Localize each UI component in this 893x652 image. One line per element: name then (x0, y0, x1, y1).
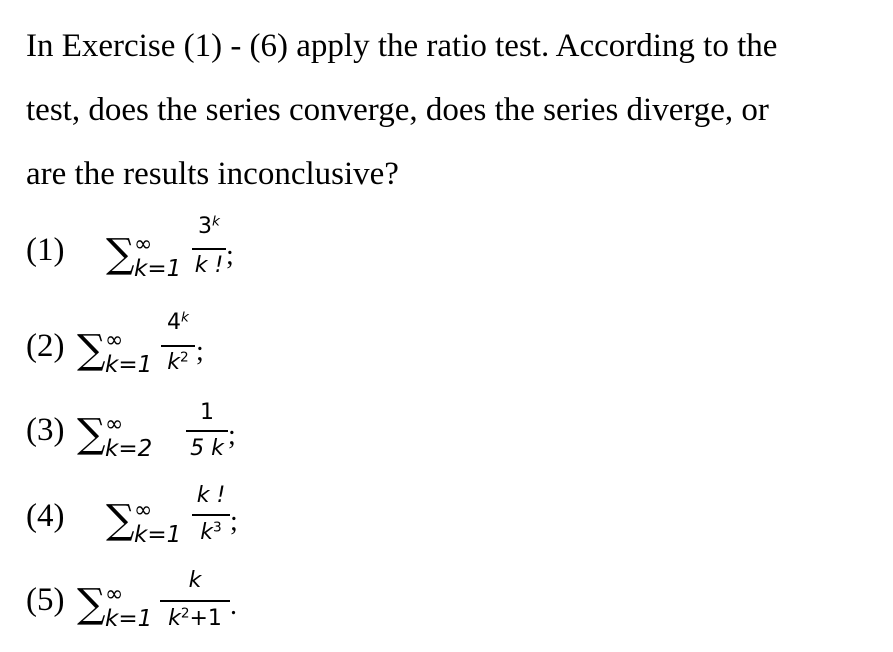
sum-upper-limit: ∞ (134, 498, 153, 523)
punctuation: ; (228, 420, 236, 451)
fraction-numerator: 1 (200, 400, 214, 425)
fraction-numerator: k ! (196, 483, 226, 508)
fraction-bar (186, 430, 228, 432)
exercise-5 (26, 562, 626, 652)
fraction-numerator: 4$^k$ (167, 309, 189, 335)
instructions-line-2: test, does the series converge, does the series diverge, or (26, 92, 769, 128)
exercise-label: (1) (26, 232, 65, 268)
instructions-paragraph (26, 14, 886, 206)
punctuation: . (230, 590, 237, 621)
fraction-numerator: 3$^k$ (198, 213, 220, 239)
fraction-bar (192, 248, 226, 250)
summation-sign: ∑ (77, 581, 106, 627)
fraction-numerator: k (188, 568, 202, 593)
punctuation: ; (230, 506, 238, 537)
punctuation: ; (196, 336, 204, 367)
fraction-denominator: $k^3$ (200, 519, 222, 545)
sum-lower-limit: k=2 (105, 436, 153, 462)
fraction-denominator: $k^2+1$ (168, 605, 222, 631)
sum-lower-limit: k=1 (134, 522, 182, 548)
fraction-bar (161, 345, 195, 347)
summation-sign: ∑ (106, 497, 135, 543)
instructions-line-1: In Exercise (1) - (6) apply the ratio test. According to the (26, 28, 778, 64)
sum-lower-limit: k=1 (105, 606, 153, 632)
exercise-3 (26, 392, 626, 482)
exercise-4 (26, 478, 626, 568)
sum-upper-limit: ∞ (134, 232, 153, 257)
fraction-bar (192, 514, 230, 516)
summation-sign: ∑ (106, 231, 135, 277)
exercise-label: (4) (26, 498, 65, 534)
summation-sign: ∑ (77, 411, 106, 457)
exercise-1 (26, 208, 626, 298)
exercise-label: (5) (26, 582, 65, 618)
fraction-bar (160, 600, 230, 602)
sum-upper-limit: ∞ (105, 412, 124, 437)
exercise-2 (26, 308, 626, 398)
exercise-label: (3) (26, 412, 65, 448)
exercise-label: (2) (26, 328, 65, 364)
sum-lower-limit: k=1 (105, 352, 153, 378)
sum-upper-limit: ∞ (105, 582, 124, 607)
sum-lower-limit: k=1 (134, 256, 182, 282)
fraction-denominator: $k^2$ (167, 349, 189, 375)
sum-upper-limit: ∞ (105, 328, 124, 353)
summation-sign: ∑ (77, 327, 106, 373)
instructions-line-3: are the results inconclusive? (26, 156, 399, 192)
punctuation: ; (226, 240, 234, 271)
fraction-denominator: k ! (194, 253, 224, 278)
fraction-denominator: 5 k (190, 436, 224, 461)
